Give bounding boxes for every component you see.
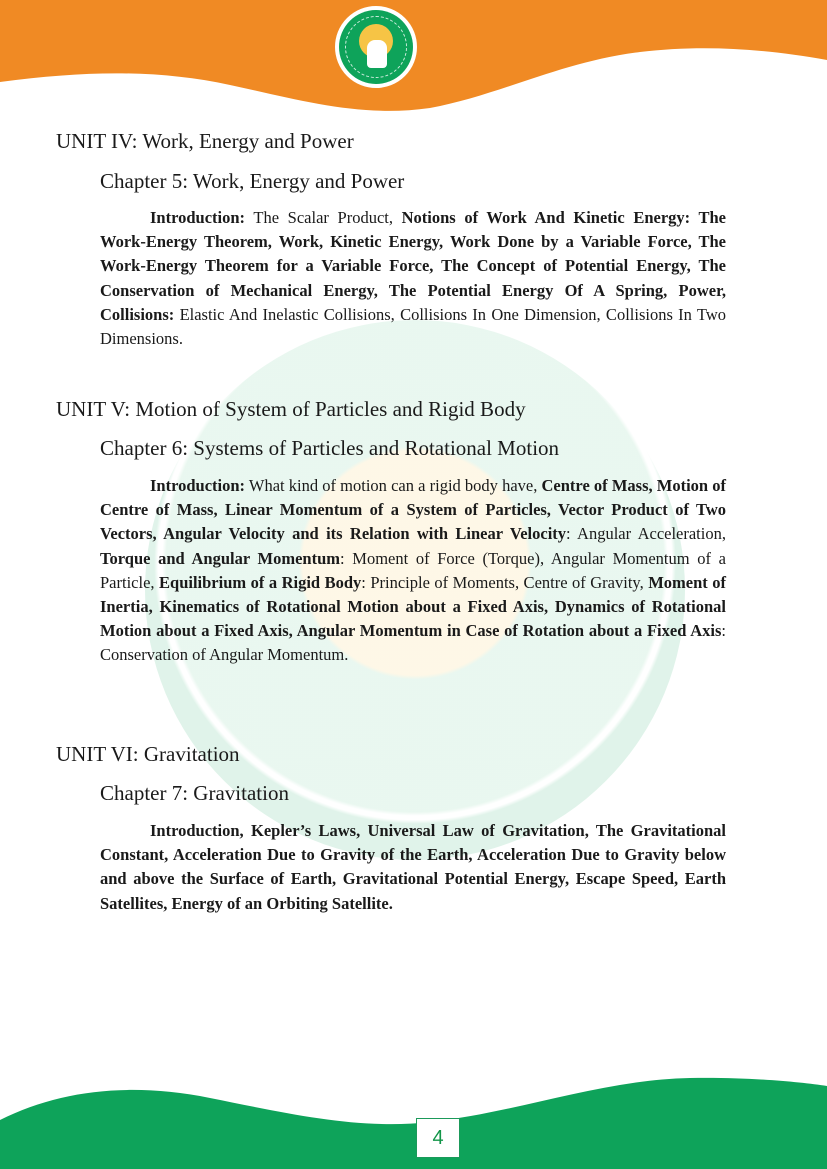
page-number: 4 xyxy=(416,1118,460,1158)
bold-topic-text: Introduction: xyxy=(150,476,246,495)
bold-topic-text: Centre of Mass, Motion of Centre of Mass, Linear Momentum of a System of Particles, Vector Product of Two Vectors, Angular Velocity and its Relation with Linear Velocity xyxy=(100,476,726,544)
topic-text: What kind of motion can a rigid body have, xyxy=(245,476,542,495)
chapter-title-6: Chapter 6: Systems of Particles and Rotational Motion xyxy=(100,436,560,460)
bold-topic-text: Introduction, Kepler’s Laws, Universal Law of Gravitation, The Gravitational Constant, Acceleration Due to Gravity of the Earth, Acceleration Due to Gravity below and above the Surface of Earth, Gravitational Potential Energy, Escape Speed, Earth Satellites, Energy of an Orbiting Satellite. xyxy=(100,821,726,913)
unit-title-iv: UNIT IV: Work, Energy and Power xyxy=(56,129,354,153)
topic-text: : Principle of Moments, Centre of Gravity, xyxy=(361,572,649,592)
chapter-7-syllabus xyxy=(100,819,726,916)
bold-topic-text: Introduction: xyxy=(150,208,246,227)
chapter-title-7: Chapter 7: Gravitation xyxy=(100,781,289,805)
bold-topic-text: Equilibrium of a Rigid Body xyxy=(159,572,362,592)
topic-text: Elastic And Inelastic Collisions, Collisions In One Dimension, Collisions In Two Dimensions. xyxy=(100,304,726,349)
chapter-5-syllabus xyxy=(100,206,726,351)
unit-title-vi: UNIT VI: Gravitation xyxy=(56,742,240,766)
bold-topic-text: Notions of Work And Kinetic Energy: The Work-Energy Theorem, Work, Kinetic Energy, Work Done by a Variable Force, The Work-Energy Theorem for a Variable Force, The Concept of Potential Energy, The Conservation of Mechanical Energy, The Potential Energy Of A Spring, Power, Collisions: xyxy=(100,208,726,324)
chapter-6-syllabus xyxy=(100,474,726,668)
bold-topic-text: Torque and Angular Momentum xyxy=(100,548,341,568)
chapter-title-5: Chapter 5: Work, Energy and Power xyxy=(100,169,405,193)
bold-topic-text: Moment of Inertia, Kinematics of Rotational Motion about a Fixed Axis, Dynamics of Rotational Motion about a Fixed Axis, Angular Momentum in Case of Rotation about a Fixed Axis xyxy=(100,572,726,641)
footer-wave xyxy=(0,1060,827,1169)
school-emblem-icon xyxy=(333,4,419,90)
unit-title-v: UNIT V: Motion of System of Particles and Rigid Body xyxy=(56,397,526,421)
topic-text: : Moment of Force (Torque), Angular Momentum of a Particle, xyxy=(100,548,726,592)
topic-text: : Angular Acceleration, xyxy=(566,524,726,544)
topic-text: : Conservation of Angular Momentum. xyxy=(100,621,726,665)
topic-text: The Scalar Product, xyxy=(245,208,402,227)
